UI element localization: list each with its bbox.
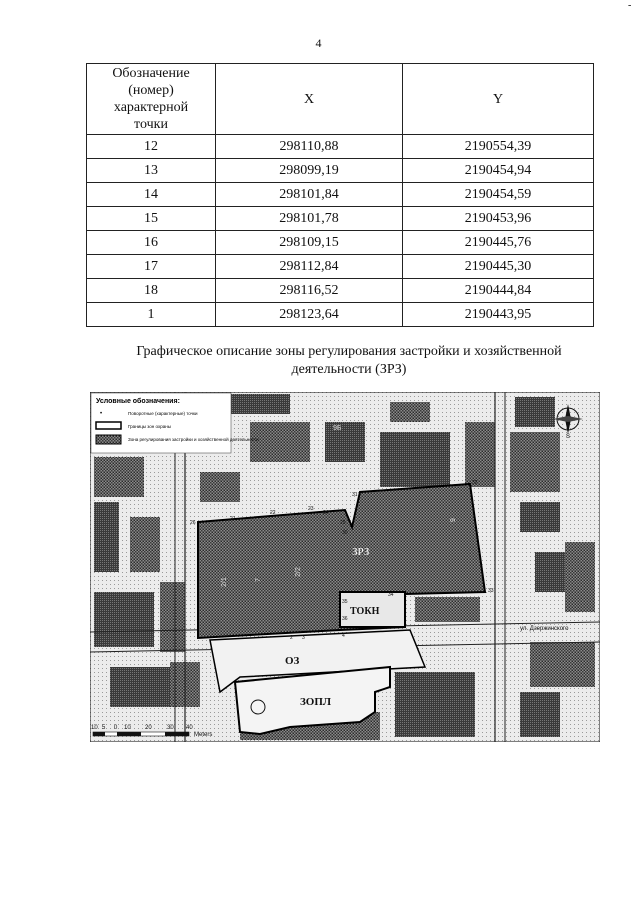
building	[200, 472, 240, 502]
legend-zrz-swatch	[96, 435, 121, 444]
header-line: Обозначение	[112, 66, 190, 81]
legend-point-marker: •	[100, 411, 103, 417]
building-label: 7	[255, 578, 262, 582]
building	[515, 397, 555, 427]
cell-y: 2190445,30	[403, 255, 594, 279]
cell-x: 298116,52	[216, 279, 403, 303]
scale-tick: 30	[167, 725, 174, 731]
table-row	[87, 303, 594, 327]
building	[535, 552, 565, 592]
building	[465, 422, 495, 487]
header-y: Y	[403, 64, 594, 135]
compass-south: S	[566, 434, 571, 440]
building	[520, 692, 560, 737]
page-number: 4	[315, 36, 322, 50]
point-label: 21	[230, 516, 236, 522]
caption-line: Графическое описание зоны регулирования застройки и хозяйственной	[136, 344, 562, 359]
table-row	[87, 279, 594, 303]
header-point-label	[87, 64, 216, 135]
table-row	[87, 135, 594, 159]
point-label: 30	[342, 530, 348, 536]
legend-title: Условные обозначения:	[96, 398, 180, 405]
cell-point: 1	[87, 303, 216, 327]
corner-mark: -	[628, 0, 632, 11]
caption-line: деятельности (ЗРЗ)	[291, 362, 407, 377]
legend-item: Поворотные (характерные) точки	[128, 411, 198, 416]
building-label: 9Б	[333, 425, 342, 432]
cell-x: 298101,78	[216, 207, 403, 231]
scale-tick: 5	[102, 725, 106, 731]
cell-x: 298123,64	[216, 303, 403, 327]
zrz-label: ЗРЗ	[352, 546, 370, 558]
building	[110, 667, 170, 707]
building	[565, 542, 595, 612]
zopl-label: ЗОПЛ	[300, 696, 332, 708]
point-label: 34	[388, 592, 394, 598]
point-label: 3	[302, 635, 305, 641]
cell-y: 2190453,96	[403, 207, 594, 231]
point-label: 24	[323, 510, 329, 516]
building	[130, 517, 160, 572]
cell-point: 18	[87, 279, 216, 303]
cell-x: 298101,84	[216, 183, 403, 207]
building	[520, 502, 560, 532]
cell-x: 298110,88	[216, 135, 403, 159]
building-label: 2/2	[295, 567, 302, 577]
oz-label: ОЗ	[285, 655, 300, 667]
point-label: 25	[340, 520, 346, 526]
building	[390, 402, 430, 422]
point-label: 32	[472, 480, 478, 486]
cell-point: 15	[87, 207, 216, 231]
scale-tick: 10	[91, 725, 98, 731]
cell-point: 17	[87, 255, 216, 279]
cell-point: 12	[87, 135, 216, 159]
cell-y: 2190454,94	[403, 159, 594, 183]
scale-tick: 10	[124, 725, 131, 731]
building	[94, 502, 119, 572]
table-row	[87, 231, 594, 255]
coordinates-table	[86, 63, 594, 327]
legend-item: Зона регулирования застройки и хозяйственной деятельности	[128, 437, 259, 442]
point-label: 26	[190, 520, 196, 526]
point-label: 22	[270, 510, 276, 516]
table-row	[87, 255, 594, 279]
table-header-row	[87, 64, 594, 135]
point-label: 31	[352, 492, 358, 498]
scale-tick: 20	[145, 725, 152, 731]
building	[395, 672, 475, 737]
cell-y: 2190445,76	[403, 231, 594, 255]
building	[160, 582, 185, 652]
legend-item: Границы зон охраны	[128, 424, 171, 429]
building	[380, 432, 450, 487]
cell-y: 2190444,84	[403, 279, 594, 303]
point-label: 33	[488, 588, 494, 594]
building	[530, 642, 595, 687]
building	[510, 432, 560, 492]
building	[230, 394, 290, 414]
scale-unit: Meters	[194, 732, 213, 738]
street-label: ул. Дзержинского	[520, 626, 569, 632]
building	[250, 422, 310, 462]
building	[325, 422, 365, 462]
table-row	[87, 207, 594, 231]
point-label: 2	[290, 635, 293, 641]
building	[94, 457, 144, 497]
zone-map	[90, 392, 600, 742]
table-row	[87, 183, 594, 207]
header-line: (номер)	[128, 83, 174, 98]
cell-y: 2190443,95	[403, 303, 594, 327]
cell-point: 13	[87, 159, 216, 183]
table-row	[87, 159, 594, 183]
cell-y: 2190454,59	[403, 183, 594, 207]
header-line: точки	[134, 117, 168, 132]
building-label: 2/1	[221, 577, 228, 587]
header-line: характерной	[113, 100, 189, 115]
cell-x: 298109,15	[216, 231, 403, 255]
tokn-label: ТОКН	[350, 606, 380, 617]
cell-x: 298112,84	[216, 255, 403, 279]
header-x: X	[216, 64, 403, 135]
map-caption	[86, 343, 612, 379]
legend-boundary-swatch	[96, 422, 121, 429]
point-label: 36	[342, 616, 348, 622]
point-label: 35	[342, 599, 348, 605]
point-label: 23	[308, 506, 314, 512]
cell-y: 2190554,39	[403, 135, 594, 159]
building	[415, 597, 480, 622]
cell-point: 16	[87, 231, 216, 255]
cell-x: 298099,19	[216, 159, 403, 183]
scale-tick: 0	[114, 725, 118, 731]
scale-tick: 40	[186, 725, 193, 731]
cell-point: 14	[87, 183, 216, 207]
point-label: 4	[342, 633, 345, 639]
building-label: 9	[450, 518, 457, 522]
building	[94, 592, 154, 647]
